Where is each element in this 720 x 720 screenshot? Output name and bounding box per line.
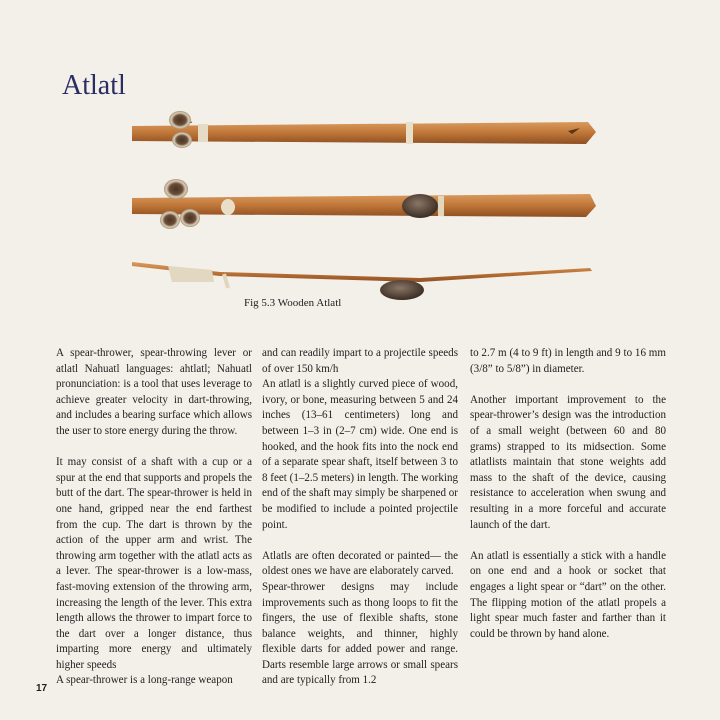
paragraph: It may consist of a shaft with a cup or a spur at the end that supports and propels the butt of the dart. The spear-thrower is held in one hand, gripped near the end farthest from the cup. The dart is thrown by the action of the upper arm and wrist. The throwing arm together with the atlatl acts as a lever. The spear-thrower is a low-mass, fast-moving extension of the throwing arm, increasing the length of the lever. This extra length allows the thrower to impart force to the dart over a longer distance, thus imparting more energy and ultimately higher speeds <box>56 456 252 671</box>
figure-caption: Fig 5.3 Wooden Atlatl <box>244 297 342 309</box>
atlatl-3 <box>132 262 592 300</box>
paragraph: An atlatl is a slightly curved piece of wood, ivory, or bone, measuring between 5 and 24 inches (13–61 centimeters) long and between 1–3 in (2–7 cm) wide. One end is hooked, and the hook fits into the nock end of a separate spear shaft, itself between 3 to 8 feet (1–2.5 meters) in length. The working end of the shaft may simply be sharpened or be modified to include a pointed projectile point. <box>262 378 458 531</box>
text-column-1 <box>56 346 252 689</box>
paragraph: Another important improvement to the spear-thrower’s design was the introduction of a small weight (between 60 and 80 grams) strapped to its midsection. Some atlatlists maintain that stone weights add mass to the shaft of the device, causing resistance to acceleration when swung and resulting in a more forceful and accurate launch of the dart. <box>470 393 666 531</box>
paragraph: A spear-thrower, spear-throwing lever or atlatl Nahuatl languages: ahtlatl; Nahuatl pronunciation: is a tool that uses leverage to achieve greater velocity in dart-throwing, and includes a bearing surface which allows the user to store energy during the throw. <box>56 347 252 437</box>
paragraph: to 2.7 m (4 to 9 ft) in length and 9 to 16 mm (3/8” to 5/8”) in diameter. <box>470 347 666 375</box>
text-column-2 <box>262 346 458 689</box>
paragraph: Spear-thrower designs may include improvements such as thong loops to fit the fingers, the use of flexible shafts, stone balance weights, and thinner, highly flexible darts for added power and range. Darts resemble large arrows or small spears and are typically from 1.2 <box>262 580 458 687</box>
page-number: 17 <box>36 683 48 694</box>
page-title: Atlatl <box>62 70 126 101</box>
atlatl-2 <box>132 179 596 229</box>
paragraph: Atlatls are often decorated or painted— the oldest ones we have are elaborately carved. <box>262 549 458 578</box>
atlatl-photo <box>120 110 610 310</box>
atlatl-1 <box>132 111 596 148</box>
paragraph: and can readily impart to a projectile speeds of over 150 km/h <box>262 347 458 375</box>
text-column-3 <box>470 346 666 642</box>
paragraph: A spear-thrower is a long-range weapon <box>56 674 233 687</box>
paragraph: An atlatl is essentially a stick with a handle on one end and a hook or socket that engages a light spear or “dart” on the other. The flipping motion of the atlatl propels a light spear much faster and farther than it could be thrown by hand alone. <box>470 549 666 640</box>
